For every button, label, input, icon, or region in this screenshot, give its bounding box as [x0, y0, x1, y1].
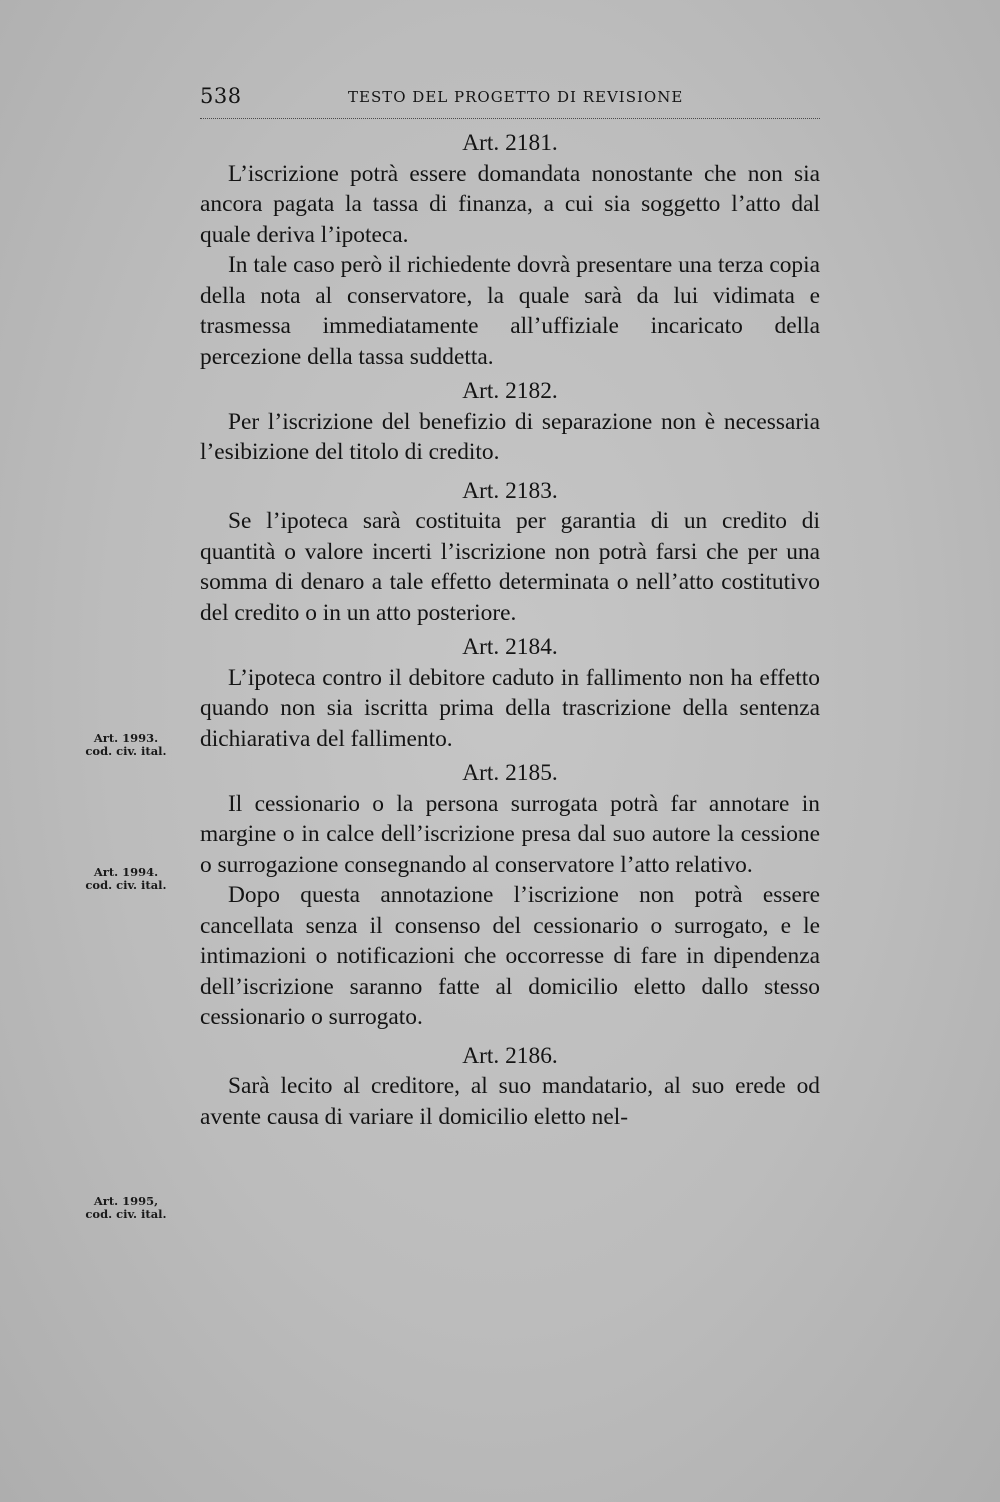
page-number: 538 — [200, 84, 242, 108]
margin-note-code: cod. civ. ital. — [85, 878, 167, 892]
article-paragraph: Dopo questa annotazione l’iscrizione non potrà essere cancellata senza il consenso del cessionario o surrogato, e le intimazioni o notificazioni che occorresse di fare in dipendenza dell’iscrizione saranno fatte al domicilio eletto dallo stesso cessionario o surrogato. — [200, 882, 820, 1030]
article-2183 — [200, 476, 820, 629]
margin-note — [72, 732, 180, 758]
article-paragraph: Il cessionario o la persona surrogata potrà far annotare in margine o in calce dell’iscrizione presa dal suo autore la cessione o surrogazione consegnando al conservatore l’atto relativo. — [200, 790, 820, 878]
page-header — [200, 84, 820, 114]
running-title: TESTO DEL PROGETTO DI REVISIONE — [348, 88, 684, 106]
article-paragraph: Se l’ipoteca sarà costituita per garantia di un credito di quantità o valore incerti l’iscrizione non potrà farsi che per una somma di denaro a tale effetto determinata o nell’atto costitutivo del credito o in un atto posteriore. — [200, 508, 820, 626]
article-title: Art. 2183. — [462, 477, 558, 504]
margin-note-code: cod. civ. ital. — [85, 744, 167, 758]
article-2182 — [200, 376, 820, 468]
article-2184 — [200, 632, 820, 754]
article-2185 — [200, 758, 820, 1033]
margin-note-code: cod. civ. ital. — [85, 1207, 167, 1221]
page-body — [200, 128, 820, 1132]
article-2186 — [200, 1041, 820, 1133]
margin-note — [72, 866, 180, 892]
article-paragraph: L’ipoteca contro il debitore caduto in fallimento non ha effetto quando non sia iscritta prima della trascrizione della sentenza dichiarativa del fallimento. — [200, 664, 820, 752]
article-paragraph: Per l’iscrizione del benefizio di separazione non è necessaria l’esibizione del titolo di credito. — [200, 408, 820, 465]
article-2181 — [200, 128, 820, 372]
article-title: Art. 2182. — [462, 378, 558, 404]
margin-note-article: Art. 1993. — [93, 731, 159, 745]
margin-note-article: Art. 1994. — [93, 865, 159, 879]
article-title: Art. 2181. — [462, 130, 558, 156]
margin-note — [72, 1195, 180, 1221]
article-title: Art. 2185. — [462, 760, 558, 786]
article-paragraph: In tale caso però il richiedente dovrà presentare una terza copia della nota al conservatore, la quale sarà da lui vidimata e trasmessa immediatamente all’uffiziale incaricato della percezione della tassa suddetta. — [200, 252, 820, 370]
header-rule — [200, 118, 820, 119]
article-title: Art. 2186. — [462, 1042, 558, 1069]
article-paragraph: L’iscrizione potrà essere domandata nonostante che non sia ancora pagata la tassa di finanza, a cui sia soggetto l’atto dal quale deriva l’ipoteca. — [200, 160, 820, 248]
margin-note-article: Art. 1995, — [93, 1194, 159, 1208]
article-paragraph: Sarà lecito al creditore, al suo mandatario, al suo erede od avente causa di variare il domicilio eletto nel- — [200, 1073, 820, 1130]
article-title: Art. 2184. — [462, 634, 558, 660]
